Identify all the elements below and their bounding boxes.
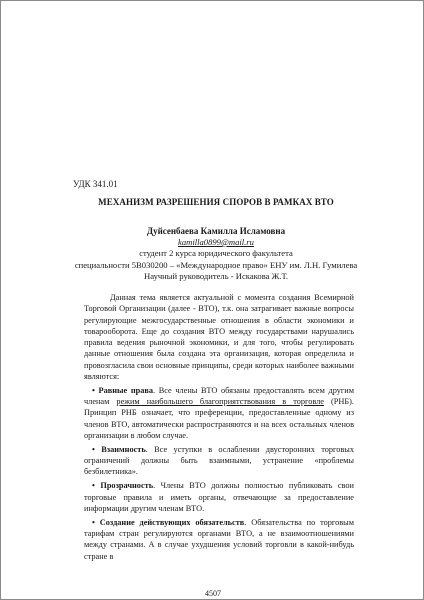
- principle-text: . Члены ВТО должны полностью публиковать свои торговые правила и иметь органы, отвечающие за предоставление информации другим членам ВТО.: [84, 481, 354, 513]
- author-email[interactable]: kamilla0899@mail.ru: [178, 237, 254, 247]
- principle-text-cont: (РНБ). Принцип РНБ означает, что преференции, предоставленные одному из членов ВТО, автоматически распространяются и на всех остальных членов организации в любом случае.: [84, 397, 354, 441]
- author-name: Дуйсенбаева Камилла Исламовна: [146, 226, 286, 236]
- bullet-icon: •: [92, 444, 102, 454]
- principle-obligations: [84, 517, 354, 562]
- udk-code: УДК 341.01: [73, 179, 118, 189]
- bullet-icon: •: [92, 385, 99, 395]
- author-info: [61, 237, 371, 283]
- author-course: студент 2 курса юридического факультета: [139, 248, 293, 259]
- bullet-icon: •: [92, 481, 101, 491]
- bullet-icon: •: [92, 517, 100, 527]
- principle-text: . Все члены ВТО обязаны предоставлять всем другим членам: [84, 385, 354, 407]
- article-title: МЕХАНИЗМ РАЗРЕШЕНИЯ СПОРОВ В РАМКАХ ВТО: [98, 197, 334, 207]
- principle-term: Равные права: [98, 385, 153, 395]
- page-number: 4507: [205, 589, 221, 598]
- principle-text: . Обязательства по торговым тарифам стран регулируются органами ВТО, а не взаимоотношениями между странами. А в случае ухудшения условий торговли в какой-нибудь стране в: [84, 517, 354, 561]
- mfn-link-text: режим наибольшего благоприятствования в торговле: [116, 397, 324, 407]
- principle-equal-rights: [84, 385, 354, 441]
- supervisor: Научный руководитель - Искакова Ж.Т.: [143, 271, 288, 282]
- principle-term: Прозрачность: [100, 481, 154, 491]
- author-specialty: специальности 5В030200 – «Международное право» ЕНУ им. Л.Н. Гумилева: [74, 259, 358, 270]
- principle-term: Взаимность: [101, 444, 146, 454]
- principle-reciprocity: [84, 444, 354, 478]
- principle-term: Создание действующих обязательств: [99, 517, 245, 527]
- intro-paragraph: Данная тема является актуальной с момента создания Всемирной Торговой Организации (далее - ВТО), т.к. она затрагивает важные вопросы регулирующие межгосударственные отношения в области экономики и товарооборота. Еще до создания ВТО между государствами нарушались правила ведения рыночной экономики, и для того, чтобы регулировать данные отношения была создана эта организация, которая определила и провозгласила свои основные принципы, среди которых наиболее важными являются:: [84, 293, 354, 382]
- principle-text: . Все уступки в ослаблении двусторонних торговых ограничений должны быть взаимными, устранение «проблемы безбилетника».: [84, 444, 355, 477]
- article-body: [84, 292, 354, 564]
- principle-transparency: [84, 480, 354, 514]
